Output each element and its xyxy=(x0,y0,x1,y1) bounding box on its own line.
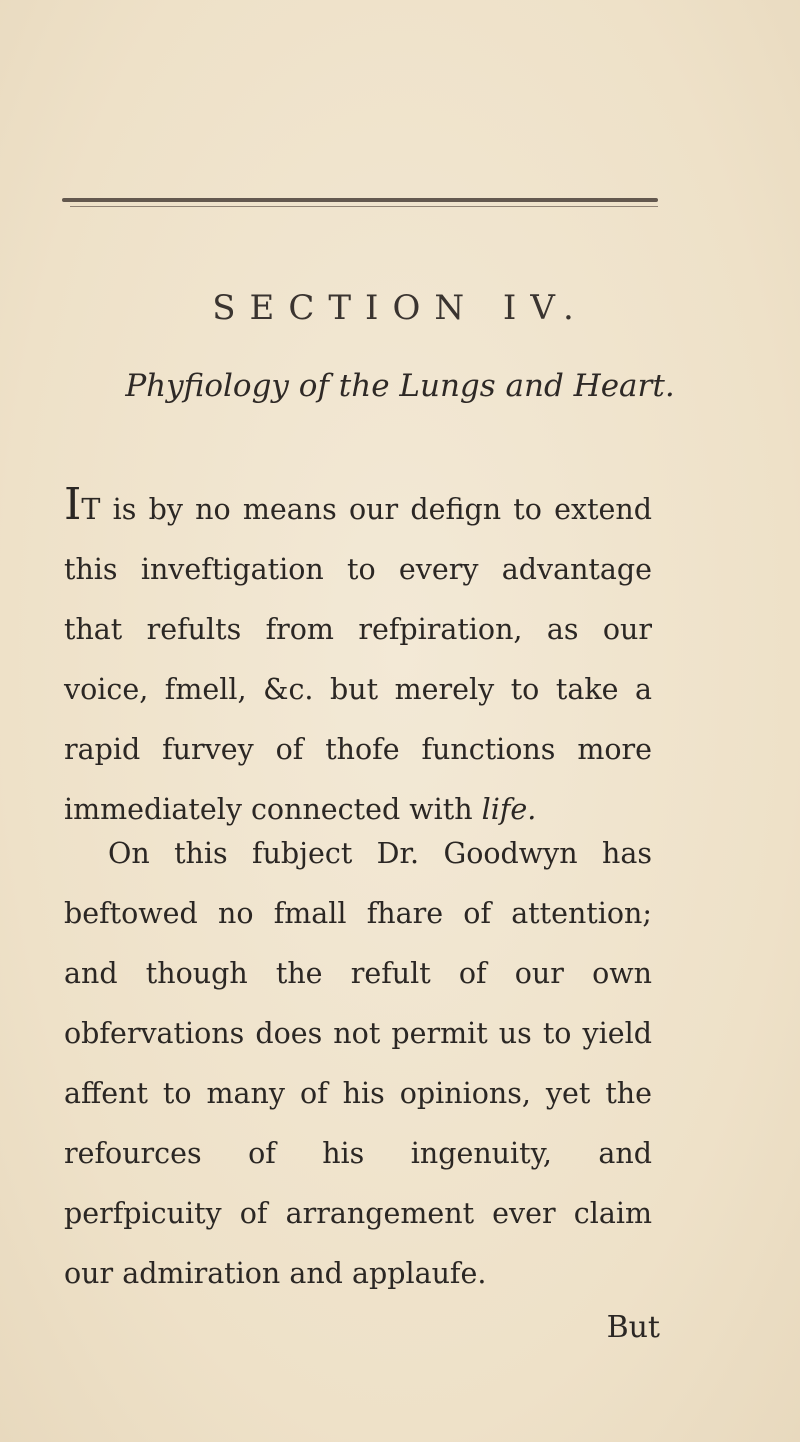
catchword: But xyxy=(606,1310,660,1345)
section-subtitle: Phyfiology of the Lungs and Heart. xyxy=(125,368,675,404)
paragraph-2: On this fubject Dr. Goodwyn has beftowed no fmall fhare of attention; and though the refult of our own obfervations does not permit us to yield affent to many of his opinions, yet the refources of his ingenuity, and perfpicuity of arrangement ever claim our admiration and applaufe. xyxy=(64,837,652,1290)
paragraph-1 xyxy=(64,480,652,840)
paragraph-1-text: T is by no means our defign to extend this inveftigation to every advantage that refults from refpiration, as our voice, fmell, &c. but merely to take a rapid furvey of thofe functions more immediately connected with xyxy=(64,493,652,826)
paragraph-1-italic: life. xyxy=(481,793,537,826)
ornamental-rule xyxy=(62,198,658,202)
drop-cap: I xyxy=(64,479,82,530)
ornamental-rule-thin xyxy=(70,206,658,207)
section-heading: SECTION IV. xyxy=(212,288,588,328)
